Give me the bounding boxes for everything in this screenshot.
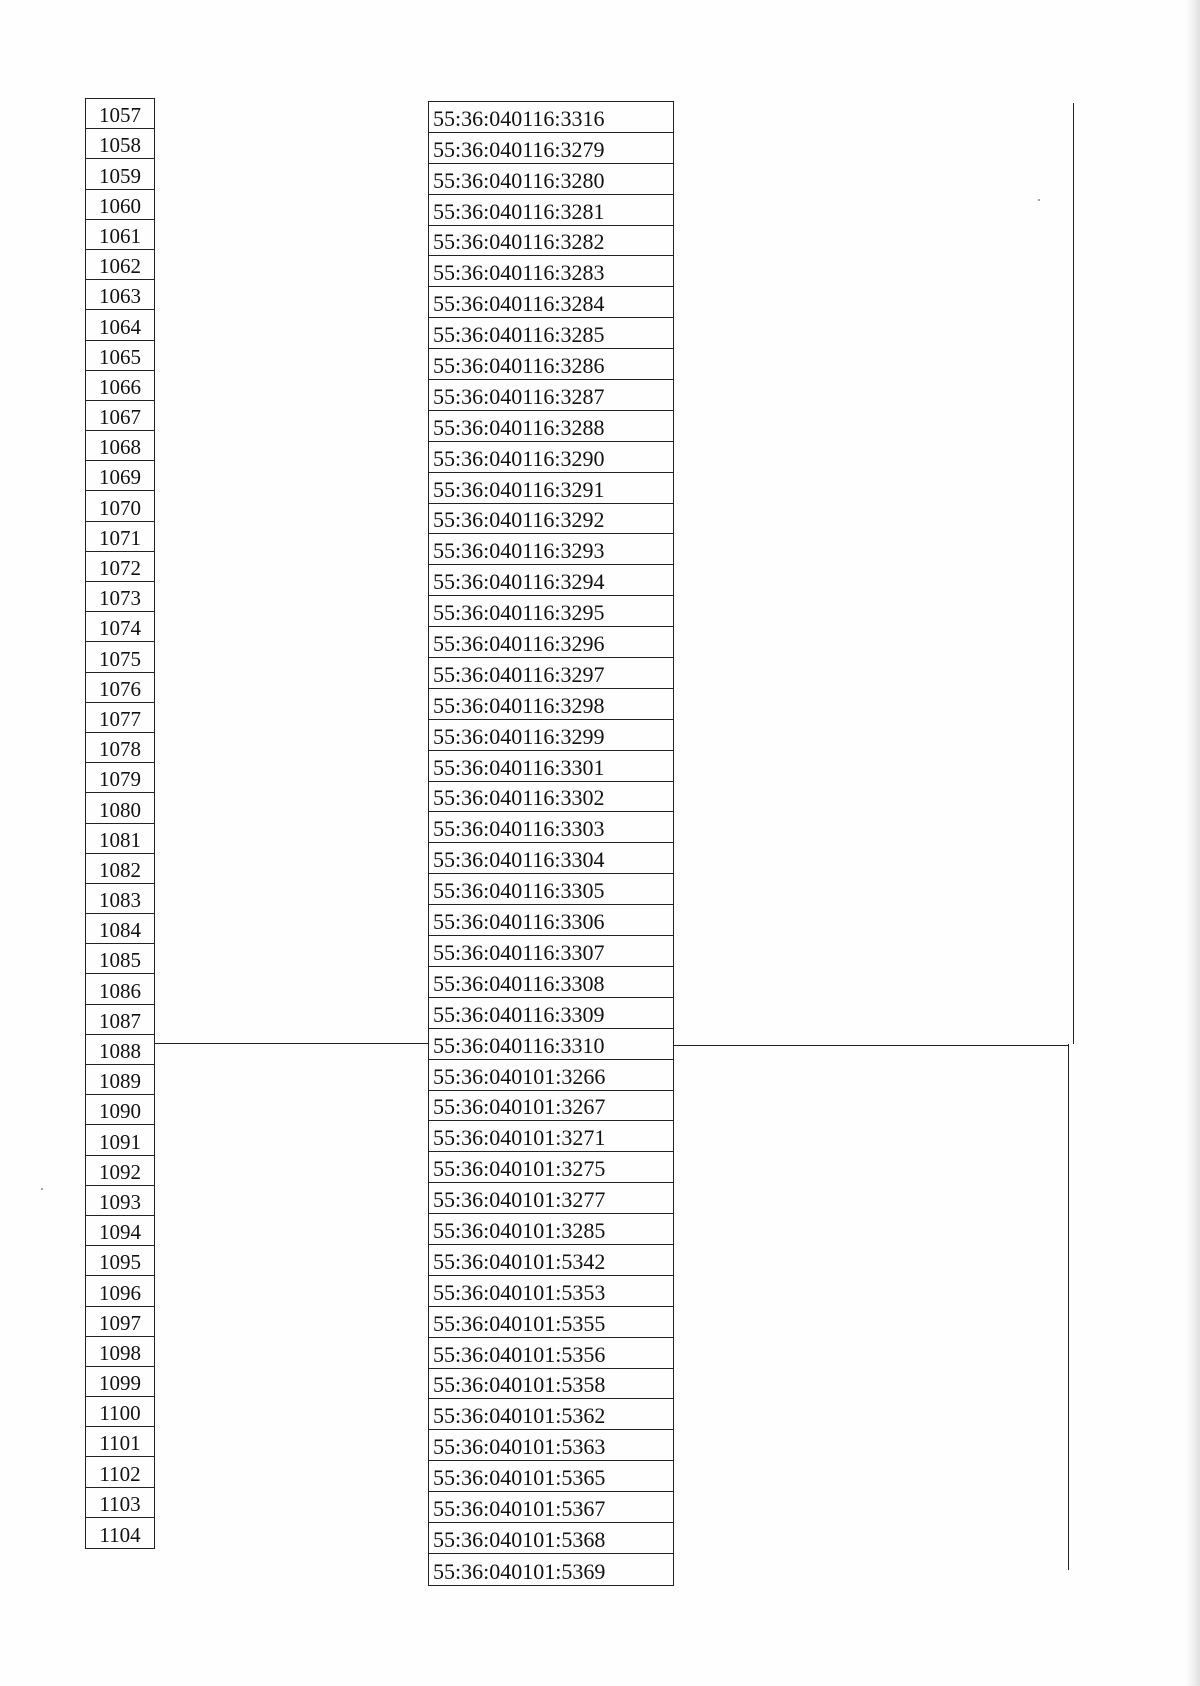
- cadastral-number-cell: 55:36:040116:3286: [429, 349, 673, 380]
- cadastral-number-cell: 55:36:040101:5356: [429, 1338, 673, 1369]
- row-number-cell: 1099: [86, 1367, 154, 1397]
- row-number-cell: 1067: [86, 401, 154, 431]
- cadastral-number-cell: 55:36:040101:5367: [429, 1492, 673, 1523]
- scan-speck: [41, 1188, 43, 1190]
- row-number-cell: 1074: [86, 612, 154, 642]
- cadastral-number-cell: 55:36:040116:3307: [429, 936, 673, 967]
- cadastral-number-cell: 55:36:040116:3291: [429, 473, 673, 504]
- row-number-cell: 1073: [86, 582, 154, 612]
- cadastral-number-cell: 55:36:040101:3285: [429, 1214, 673, 1245]
- cadastral-number-column: [428, 101, 674, 1586]
- cadastral-number-cell: 55:36:040116:3285: [429, 318, 673, 349]
- row-number-cell: 1089: [86, 1065, 154, 1095]
- cadastral-number-cell: 55:36:040116:3287: [429, 380, 673, 411]
- row-number-cell: 1084: [86, 914, 154, 944]
- row-number-cell: 1082: [86, 854, 154, 884]
- row-number-cell: 1064: [86, 310, 154, 340]
- cadastral-number-cell: 55:36:040101:5342: [429, 1245, 673, 1276]
- cadastral-number-cell: 55:36:040116:3279: [429, 133, 673, 164]
- row-number-cell: 1076: [86, 673, 154, 703]
- cadastral-number-cell: 55:36:040101:5362: [429, 1399, 673, 1430]
- right-border-line-upper: [1073, 103, 1074, 1044]
- cadastral-number-cell: 55:36:040116:3284: [429, 287, 673, 318]
- row-number-cell: 1085: [86, 944, 154, 974]
- scan-edge-shadow: [1186, 0, 1200, 1686]
- cadastral-number-cell: 55:36:040101:3277: [429, 1183, 673, 1214]
- cadastral-number-cell: 55:36:040101:5355: [429, 1307, 673, 1338]
- cadastral-number-cell: 55:36:040101:5358: [429, 1369, 673, 1400]
- cadastral-number-cell: 55:36:040101:5363: [429, 1430, 673, 1461]
- cadastral-number-cell: 55:36:040101:3267: [429, 1091, 673, 1122]
- row-number-cell: 1066: [86, 371, 154, 401]
- row-number-cell: 1057: [86, 99, 154, 129]
- row-number-cell: 1086: [86, 974, 154, 1004]
- row-number-cell: 1083: [86, 884, 154, 914]
- cadastral-number-cell: 55:36:040116:3308: [429, 967, 673, 998]
- cadastral-number-cell: 55:36:040101:3266: [429, 1060, 673, 1091]
- row-number-cell: 1070: [86, 491, 154, 521]
- cadastral-number-cell: 55:36:040116:3306: [429, 905, 673, 936]
- scan-speck: [1038, 199, 1040, 201]
- row-number-cell: 1059: [86, 159, 154, 189]
- row-number-column: [85, 98, 155, 1549]
- cadastral-number-cell: 55:36:040116:3296: [429, 627, 673, 658]
- cadastral-number-cell: 55:36:040101:3275: [429, 1152, 673, 1183]
- cadastral-number-cell: 55:36:040116:3301: [429, 751, 673, 782]
- row-number-cell: 1093: [86, 1186, 154, 1216]
- cadastral-number-cell: 55:36:040116:3305: [429, 874, 673, 905]
- cadastral-number-cell: 55:36:040101:5369: [433, 1558, 606, 1584]
- row-number-cell: 1069: [86, 461, 154, 491]
- row-number-cell: 1088: [86, 1035, 154, 1065]
- row-number-cell: 1101: [86, 1427, 154, 1457]
- row-number-cell: 1062: [86, 250, 154, 280]
- row-number-cell: 1075: [86, 642, 154, 672]
- cadastral-number-cell: 55:36:040116:3294: [429, 565, 673, 596]
- cadastral-number-cell: 55:36:040116:3316: [429, 102, 673, 133]
- cadastral-number-cell: 55:36:040116:3281: [429, 195, 673, 226]
- row-number-cell: 1091: [86, 1125, 154, 1155]
- row-number-cell: 1104: [99, 1523, 141, 1547]
- cadastral-number-cell: 55:36:040116:3293: [429, 534, 673, 565]
- cadastral-number-cell: 55:36:040116:3303: [429, 812, 673, 843]
- row-number-cell: 1096: [86, 1276, 154, 1306]
- row-number-cell: 1098: [86, 1337, 154, 1367]
- row-number-cell: 1061: [86, 220, 154, 250]
- cadastral-number-cell: 55:36:040116:3297: [429, 658, 673, 689]
- row-number-cell: 1077: [86, 703, 154, 733]
- cadastral-number-cell: 55:36:040101:5368: [429, 1523, 673, 1554]
- cadastral-number-cell: 55:36:040101:5365: [429, 1461, 673, 1492]
- cadastral-number-cell: 55:36:040116:3282: [429, 226, 673, 257]
- row-number-cell: 1102: [86, 1457, 154, 1487]
- row-number-cell: 1078: [86, 733, 154, 763]
- cadastral-number-cell: 55:36:040101:5353: [429, 1276, 673, 1307]
- row-number-cell: 1094: [86, 1216, 154, 1246]
- row-number-cell: 1103: [86, 1488, 154, 1518]
- cadastral-number-cell: 55:36:040116:3280: [429, 164, 673, 195]
- row-number-cell: 1097: [86, 1307, 154, 1337]
- row-number-cell: 1079: [86, 763, 154, 793]
- row-number-cell: 1095: [86, 1246, 154, 1276]
- cadastral-number-cell: 55:36:040116:3299: [429, 720, 673, 751]
- row-number-cell: 1068: [86, 431, 154, 461]
- cadastral-number-cell: 55:36:040116:3298: [429, 689, 673, 720]
- row-number-cell: 1090: [86, 1095, 154, 1125]
- row-number-cell: 1065: [86, 341, 154, 371]
- group-separator-line-right: [673, 1045, 1069, 1046]
- cadastral-number-cell: 55:36:040116:3310: [429, 1029, 673, 1060]
- cadastral-number-cell: 55:36:040116:3283: [429, 256, 673, 287]
- row-number-cell: 1080: [86, 793, 154, 823]
- cadastral-number-cell: 55:36:040116:3290: [429, 442, 673, 473]
- cadastral-number-cell: 55:36:040116:3304: [429, 843, 673, 874]
- row-number-cell: 1100: [86, 1397, 154, 1427]
- right-border-line-lower: [1068, 1044, 1069, 1570]
- cadastral-number-cell: 55:36:040116:3288: [429, 411, 673, 442]
- cadastral-number-cell: 55:36:040101:3271: [429, 1121, 673, 1152]
- row-number-cell: 1081: [86, 824, 154, 854]
- cadastral-number-cell: 55:36:040116:3309: [429, 998, 673, 1029]
- cadastral-number-cell: 55:36:040116:3302: [429, 782, 673, 813]
- row-number-cell: 1072: [86, 552, 154, 582]
- row-number-cell: 1058: [86, 129, 154, 159]
- row-number-cell: 1092: [86, 1156, 154, 1186]
- row-number-cell: 1087: [86, 1005, 154, 1035]
- row-number-cell: 1071: [86, 522, 154, 552]
- group-separator-line-left: [155, 1043, 429, 1044]
- row-number-cell: 1060: [86, 190, 154, 220]
- cadastral-number-cell: 55:36:040116:3295: [429, 596, 673, 627]
- cadastral-number-cell: 55:36:040116:3292: [429, 504, 673, 535]
- row-number-cell: 1063: [86, 280, 154, 310]
